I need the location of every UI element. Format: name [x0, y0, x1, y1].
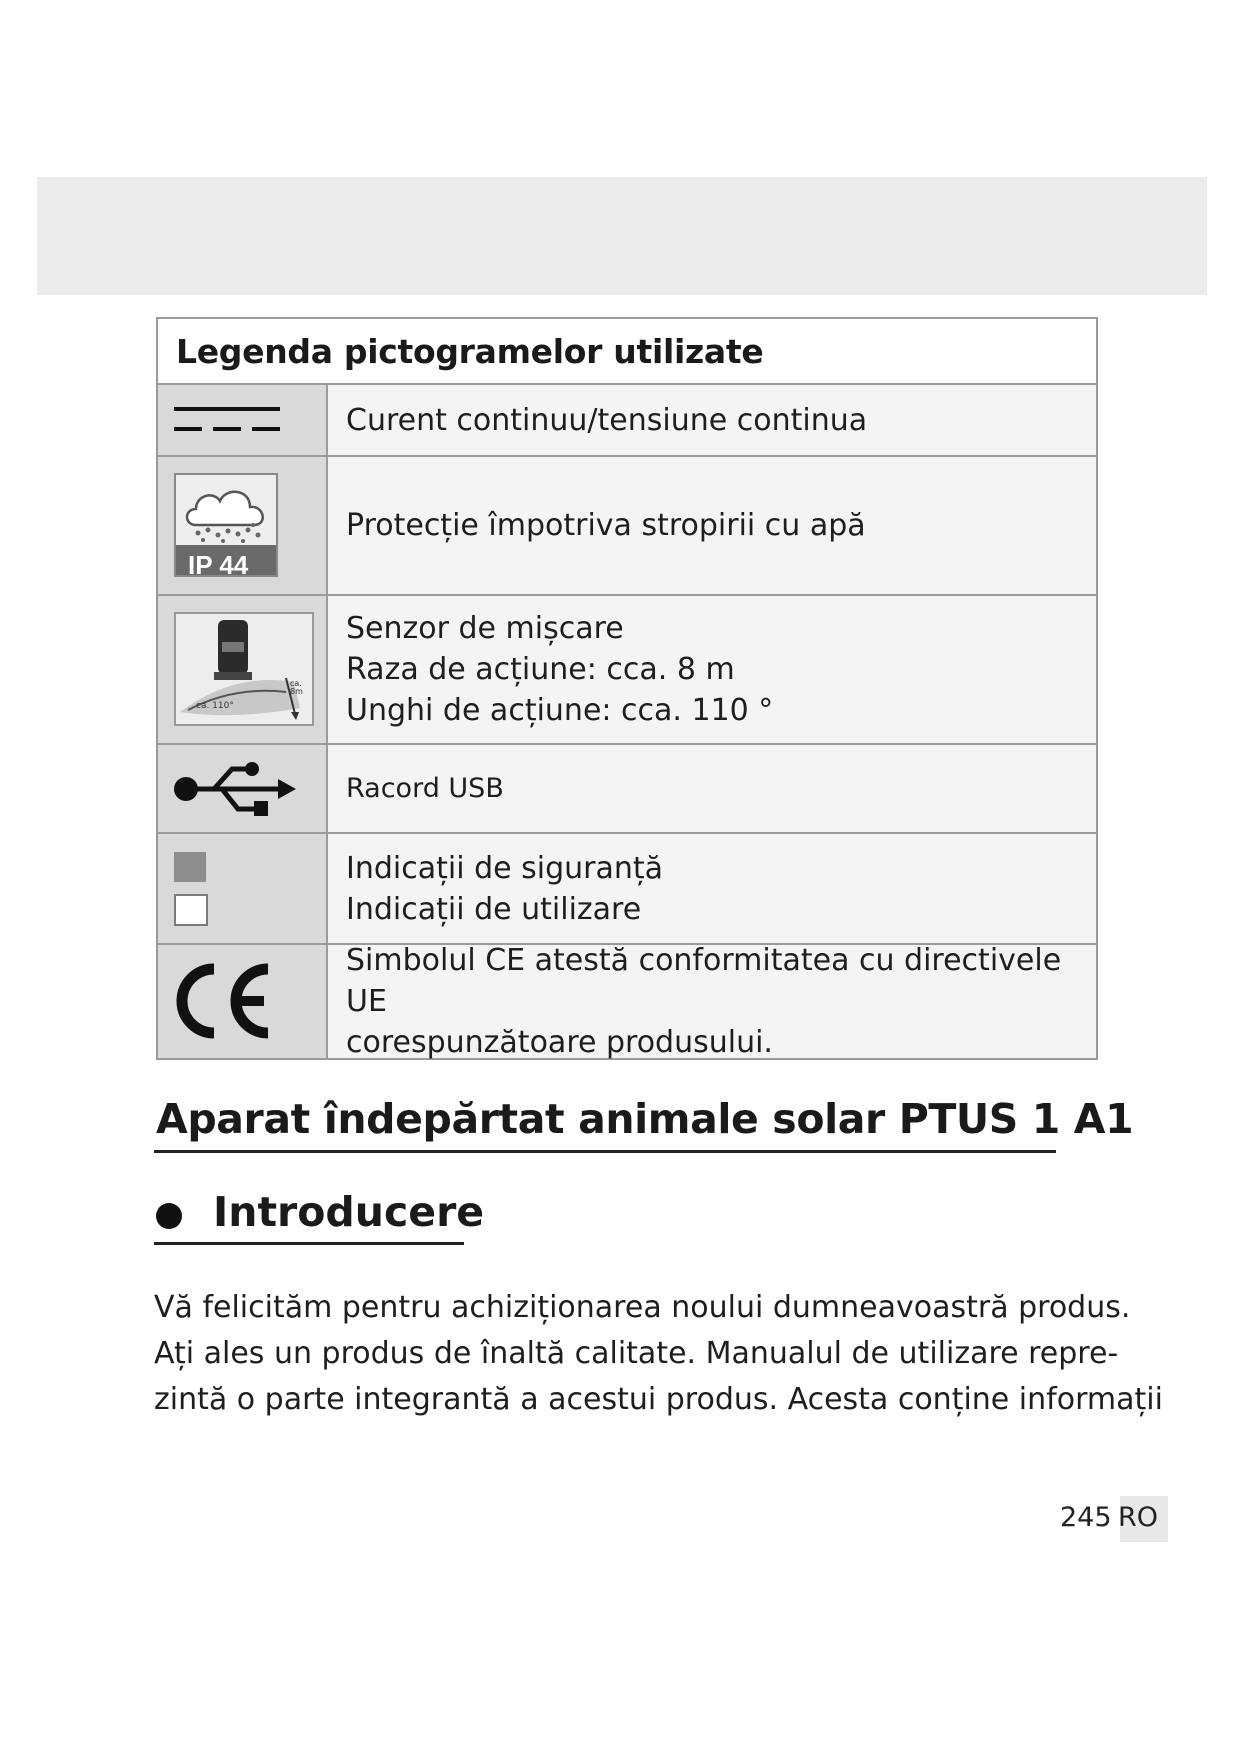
legend-text: Indicații de utilizare: [346, 891, 642, 927]
safety-square-icon: [174, 852, 206, 882]
intro-paragraph: [154, 1285, 1163, 1423]
legend-text: Curent continuu/tensiune continua: [346, 402, 868, 438]
svg-text:ca.: ca.: [290, 679, 302, 688]
section-underline: [154, 1242, 464, 1245]
legend-text: Protecție împotriva stropirii cu apă: [346, 508, 866, 543]
legend-row-motion-sensor: [158, 596, 1096, 745]
legend-row-usb: [158, 745, 1096, 834]
pictogram-legend-table: [156, 317, 1098, 1060]
direct-current-icon: [174, 401, 284, 441]
legend-text: corespunzătoare produsului.: [346, 1025, 773, 1060]
ce-mark-icon: [172, 963, 272, 1039]
legend-text: Indicații de siguranță: [346, 850, 664, 886]
legend-text: Simbolul CE atestă conformitatea cu directivele UE: [346, 943, 1062, 1019]
legend-text: Senzor de mișcare: [346, 611, 624, 646]
section-heading: Introducere: [213, 1188, 485, 1236]
legend-row-ce: [158, 945, 1096, 1058]
usage-square-icon: [174, 894, 208, 926]
page-number: 245: [1060, 1502, 1112, 1533]
motion-sensor-icon: [174, 612, 314, 726]
document-title: Aparat îndepărtat animale solar PTUS 1 A1: [156, 1095, 1134, 1143]
bullet-icon: [156, 1203, 182, 1229]
legend-row-ip44: [158, 457, 1096, 596]
legend-title: Legenda pictogramelor utilizate: [158, 319, 1096, 385]
legend-text: Raza de acțiune: cca. 8 m: [346, 652, 735, 687]
legend-text: Unghi de acțiune: cca. 110 °: [346, 693, 774, 728]
svg-text:8m: 8m: [290, 687, 303, 696]
legend-row-instructions: [158, 834, 1096, 945]
usb-icon: [172, 757, 302, 821]
paragraph-line: zintă o parte integrantă a acestui produs. Acesta conține informații: [154, 1382, 1163, 1417]
paragraph-line: Ați ales un produs de înaltă calitate. Manualul de utilizare repre-: [154, 1336, 1119, 1371]
title-underline: [154, 1150, 1056, 1153]
svg-text:ca. 110°: ca. 110°: [196, 701, 234, 711]
legend-text: Racord USB: [346, 773, 504, 804]
legend-row-dc: [158, 385, 1096, 457]
language-code: RO: [1118, 1502, 1159, 1533]
ip44-badge-text: IP 44: [188, 550, 249, 580]
paragraph-line: Vă felicităm pentru achiziționarea noului dumneavoastră produs.: [154, 1290, 1131, 1325]
header-band: [37, 177, 1207, 295]
